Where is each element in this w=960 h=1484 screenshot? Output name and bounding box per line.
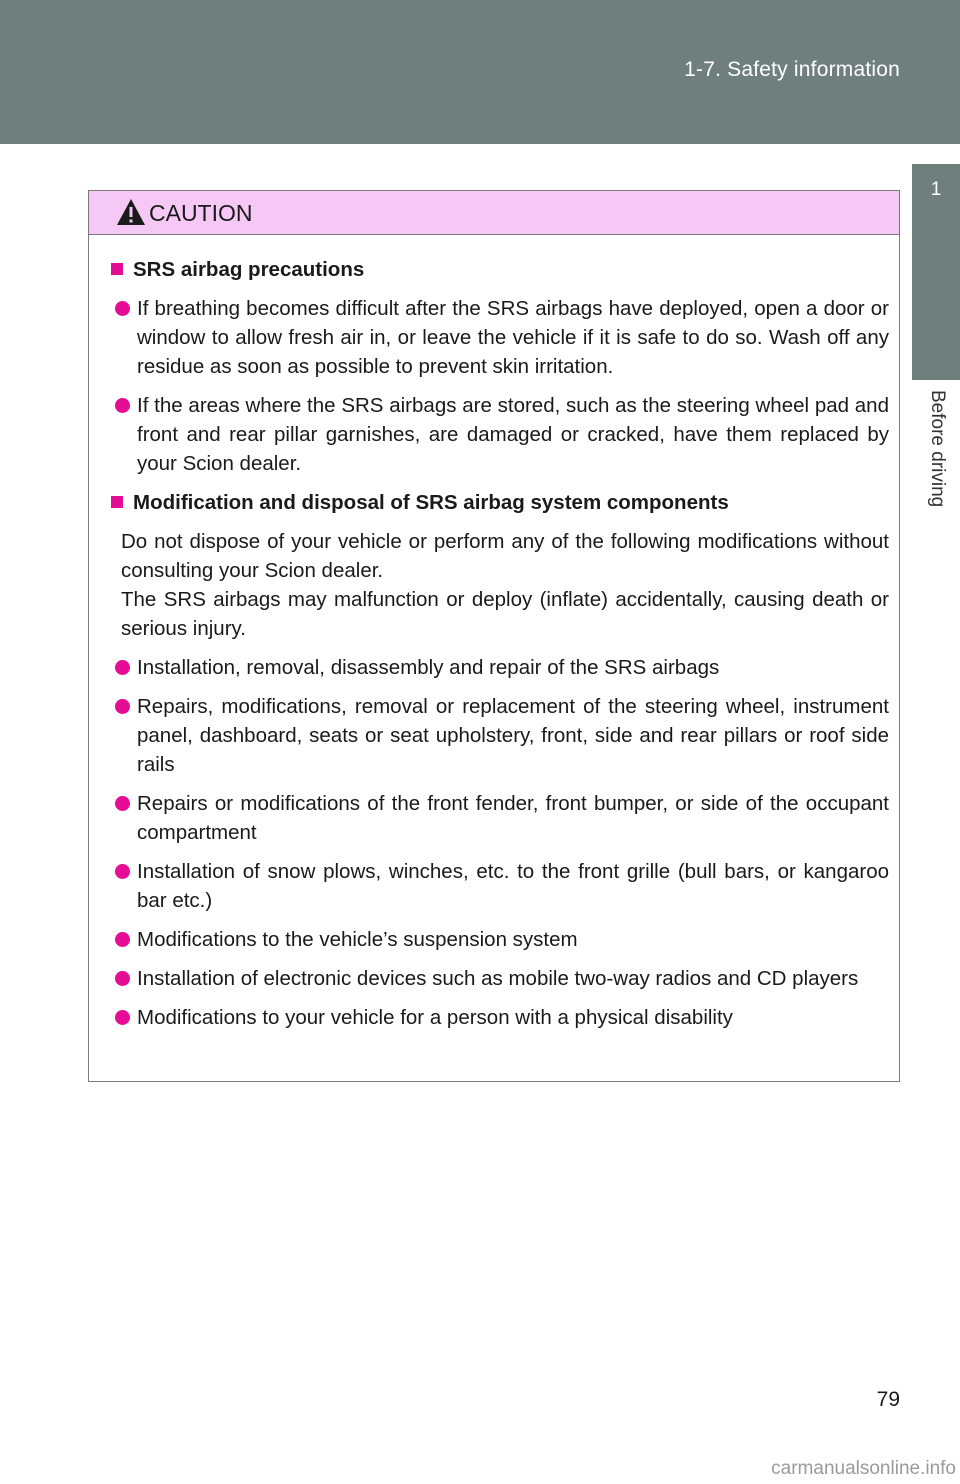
- bullet-item: [111, 925, 889, 954]
- bullet-text: If breathing becomes difficult after the SRS airbags have deployed, open a door or window to allow fresh air in, or leave the vehicle if it is safe to do so. Wash off any residue as soon as possible to prevent skin irritation.: [137, 297, 889, 378]
- bullet-text: If the areas where the SRS airbags are stored, such as the steering wheel pad and front and rear pillar garnishes, are damaged or cracked, have them replaced by your Scion dealer.: [137, 394, 889, 475]
- paragraph-text: The SRS airbags may malfunction or deploy (inflate) accidentally, causing death or serious injury.: [121, 588, 889, 640]
- warning-triangle-icon: [116, 197, 146, 227]
- round-bullet-icon: [115, 971, 130, 986]
- section-title: 1-7. Safety information: [684, 58, 900, 81]
- round-bullet-icon: [115, 932, 130, 947]
- square-bullet-icon: [111, 263, 123, 275]
- chapter-tab[interactable]: [912, 164, 960, 380]
- caution-body: [89, 235, 899, 1032]
- section-heading: [111, 255, 889, 284]
- page-header: [0, 0, 960, 144]
- bullet-text: Modifications to your vehicle for a person with a physical disability: [137, 1006, 733, 1029]
- round-bullet-icon: [115, 301, 130, 316]
- section-heading-text: SRS airbag precautions: [133, 258, 365, 281]
- caution-box: [88, 190, 900, 1082]
- bullet-item: [111, 294, 889, 381]
- caution-title: CAUTION: [149, 200, 253, 226]
- bullet-text: Modifications to the vehicle’s suspension system: [137, 928, 578, 951]
- bullet-text: Installation, removal, disassembly and repair of the SRS airbags: [137, 656, 720, 679]
- watermark: carmanualsonline.info: [771, 1458, 956, 1479]
- bullet-item: [111, 964, 889, 993]
- round-bullet-icon: [115, 864, 130, 879]
- bullet-item: [111, 692, 889, 779]
- bullet-item: [111, 857, 889, 915]
- caution-header: [89, 191, 899, 235]
- bullet-text: Installation of snow plows, winches, etc. to the front grille (bull bars, or kangaroo bar etc.): [137, 860, 889, 912]
- chapter-number: 1: [930, 179, 942, 200]
- square-bullet-icon: [111, 496, 123, 508]
- section-heading: [111, 488, 889, 517]
- bullet-item: [111, 1003, 889, 1032]
- chapter-label: Before driving: [927, 390, 948, 508]
- bullet-item: [111, 391, 889, 478]
- section-heading-text: Modification and disposal of SRS airbag system components: [133, 491, 729, 514]
- bullet-text: Repairs or modifications of the front fender, front bumper, or side of the occupant compartment: [137, 792, 889, 844]
- round-bullet-icon: [115, 398, 130, 413]
- section-paragraph: [111, 527, 889, 643]
- bullet-text: Repairs, modifications, removal or replacement of the steering wheel, instrument panel, dashboard, seats or seat upholstery, front, side and rear pillars or roof side rails: [137, 695, 889, 776]
- bullet-item: [111, 789, 889, 847]
- paragraph-text: Do not dispose of your vehicle or perform any of the following modifications without consulting your Scion dealer.: [121, 530, 889, 582]
- page-number: 79: [876, 1388, 900, 1411]
- round-bullet-icon: [115, 1010, 130, 1025]
- bullet-item: [111, 653, 889, 682]
- chapter-label-container: [912, 390, 960, 540]
- bullet-text: Installation of electronic devices such as mobile two-way radios and CD players: [137, 967, 859, 990]
- round-bullet-icon: [115, 660, 130, 675]
- round-bullet-icon: [115, 699, 130, 714]
- round-bullet-icon: [115, 796, 130, 811]
